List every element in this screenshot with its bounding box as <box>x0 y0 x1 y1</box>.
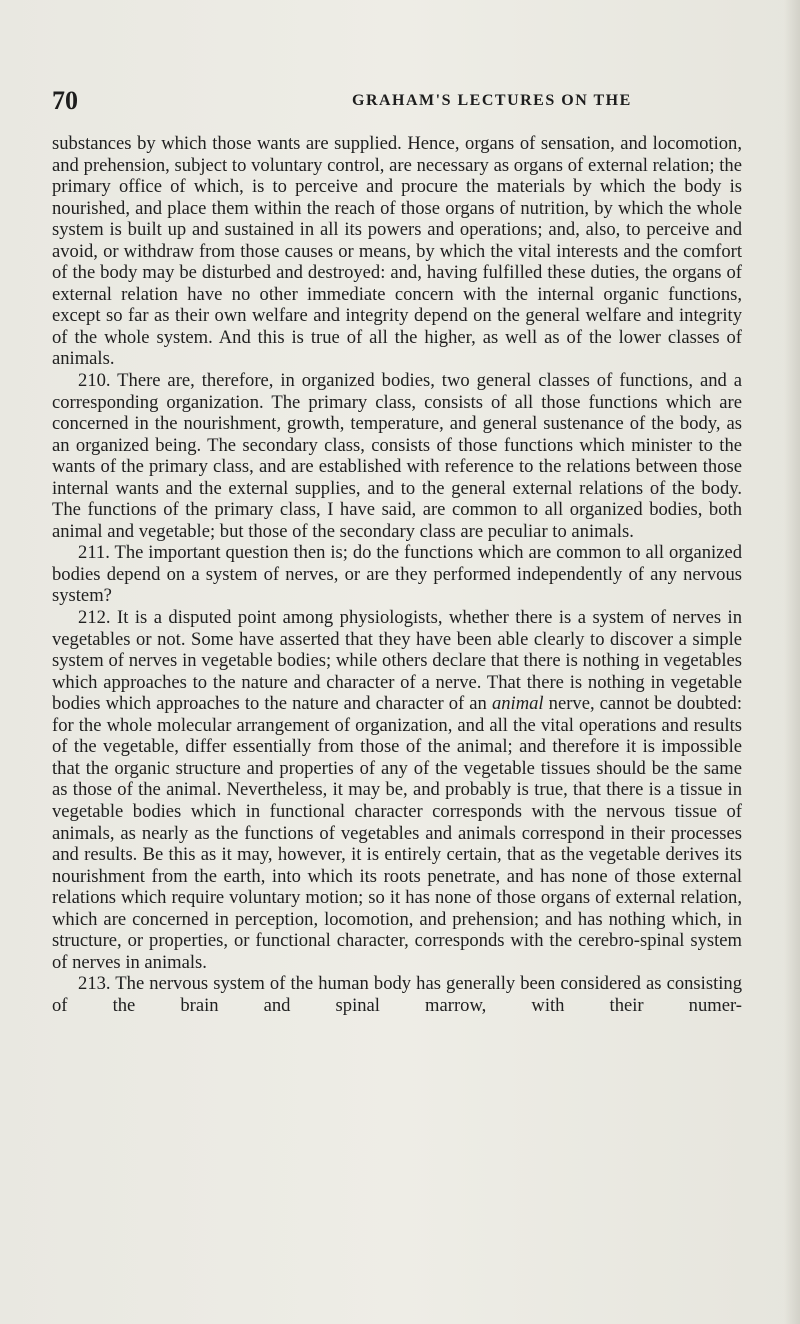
paragraph-212 <box>52 607 742 973</box>
paragraph-continuation: substances by which those wants are supplied. Hence, organs of sensation, and locomotion, and prehension, subject to voluntary control, are necessary as organs of external relation; the primary office of which, is to perceive and procure the materials by which the body is nourished, and place them within the reach of those organs of nutrition, by which the whole system is built up and sustained in all its powers and operations; and, also, to perceive and avoid, or withdraw from those causes or means, by which the vital interests and the comfort of the body may be disturbed and destroyed: and, having fulfilled these duties, the organs of external relation have no other immediate concern with the internal organic functions, except so far as their own welfare and integrity depend on the general welfare and integrity of the whole system. And this is true of all the higher, as well as of the lower classes of animals. <box>52 133 742 370</box>
paragraph-211: 211. The important question then is; do the functions which are common to all organized bodies depend on a system of nerves, or are they performed independently of any nervous system? <box>52 542 742 607</box>
running-head: GRAHAM'S LECTURES ON THE <box>352 92 632 109</box>
body-text <box>52 133 742 1016</box>
page-header <box>52 84 742 118</box>
emphasis-animal: animal <box>491 693 544 715</box>
page-number: 70 <box>52 86 78 115</box>
paragraph-212-part-1: 212. It is a disputed point among physiologists, whether there is a system of nerves in vegetables or not. Some have asserted that they have been able clearly to discover a simple system of nerves in vegetable bodies; while others declare that there is nothing in vegetables which approaches to the nature and character of a nerve. That there is nothing in vegetable bodies which approaches to the nature and character of an <box>52 607 742 715</box>
paragraph-210: 210. There are, therefore, in organized bodies, two general classes of functions, and a corresponding organization. The primary class, consists of all those functions which are concerned in the nourishment, growth, temperature, and general sustenance of the body, as an organized being. The secondary class, consists of those functions which minister to the wants of the primary class, and are established with reference to the relations between those internal wants and the external supplies, and to the general external relations of the body. The functions of the primary class, I have said, are common to all organized bodies, both animal and vegetable; but those of the secondary class are peculiar to animals. <box>52 370 742 542</box>
page-edge-shadow <box>784 0 800 1324</box>
paragraph-212-part-2: nerve, cannot be doubted: for the whole molecular arrangement of organization, and all the vital operations and results of the vegetable, differ essentially from those of the animal; and therefore it is impossible that the organic structure and properties of any of the vegetable tissues should be the same as those of the animal. Nevertheless, it may be, and probably is true, that there is a tissue in vegetable bodies which in functional character corresponds with the nervous tissue of animals, as nearly as the functions of vegetables and animals correspond in their processes and results. Be this as it may, however, it is entirely certain, that as the vegetable derives its nourishment from the earth, into which its roots penetrate, and has none of those external relations which require voluntary motion; so it has none of those organs of external relation, which are concerned in perception, locomotion, and prehension; and has nothing which, in structure, or properties, or functional character, corresponds with the cerebro-spinal system of nerves in animals. <box>52 693 742 973</box>
paragraph-213: 213. The nervous system of the human body has generally been considered as consisting of the brain and spinal marrow, with their numer- <box>52 973 742 1016</box>
